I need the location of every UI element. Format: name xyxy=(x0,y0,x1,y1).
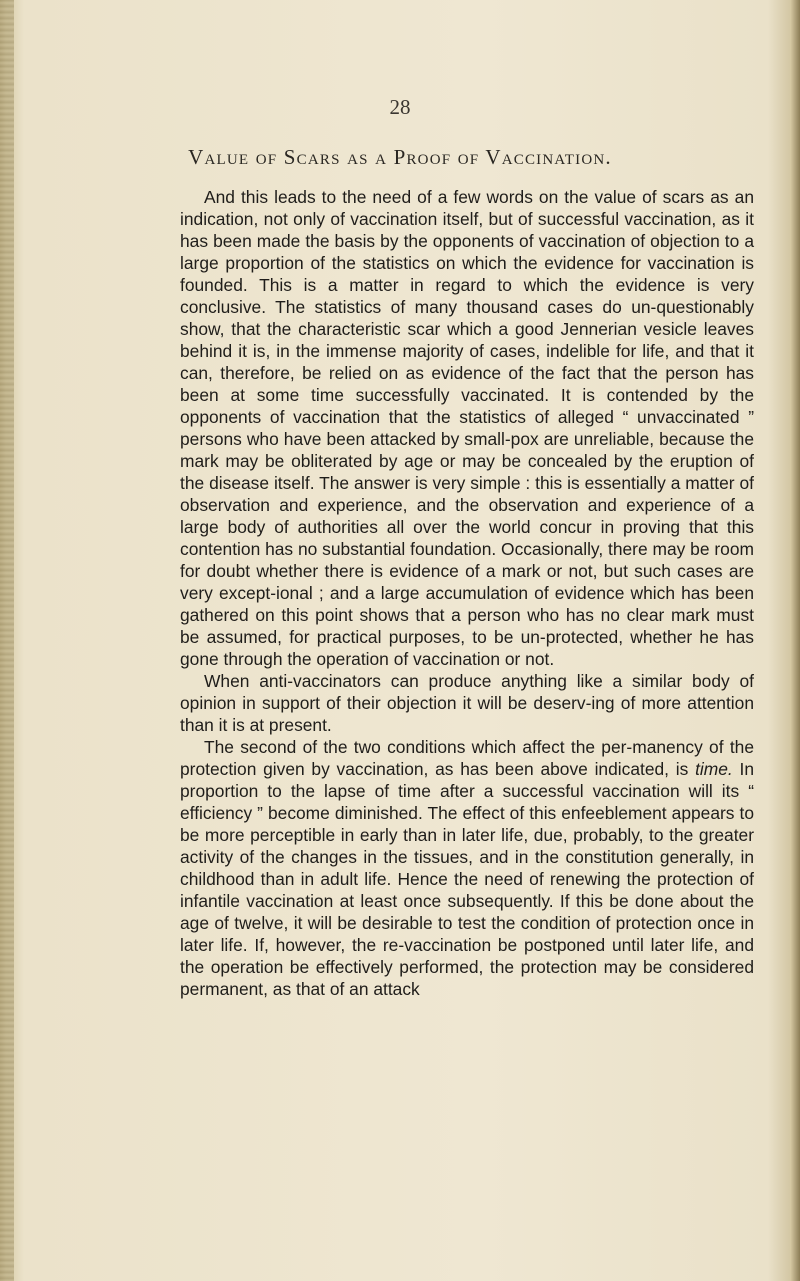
emphasis-time: time. xyxy=(695,759,733,779)
paragraph-time-after: In proportion to the lapse of time after a successful vaccination will its “ efficiency ” become diminished. The effect of this enfeeblement appears to be more perceptible in early than in later life, due, probably, to the greater activity of the changes in the tissues, and in the constitution generally, in childhood than in adult life. Hence the need of renewing the protection of infantile vaccination at least once subsequently. If this be done about the age of twelve, it will be desirable to test the condition of protection once in later life. If, however, the re-vaccination be postponed until later life, and the operation be effectively performed, the protection may be considered permanent, as that of an attack xyxy=(180,759,754,999)
paragraph-time-before: The second of the two conditions which affect the per-manency of the protection given by vaccination, as has been above indicated, is xyxy=(180,737,754,779)
page-spine-shadow xyxy=(0,0,14,1281)
paragraph-time xyxy=(180,736,754,1000)
body-text xyxy=(180,186,754,1000)
section-heading: Value of Scars as a Proof of Vaccination. xyxy=(188,145,612,169)
page-edge-shadow xyxy=(790,0,800,1281)
paragraph-scars: And this leads to the need of a few words on the value of scars as an indication, not only of vaccination itself, but of successful vaccination, as it has been made the basis by the opponents of vaccination of objection to a large proportion of the statistics on which the evidence for vaccination is founded. This is a matter in regard to which the evidence is very conclusive. The statistics of many thousand cases do un-questionably show, that the characteristic scar which a good Jennerian vesicle leaves behind it is, in the immense majority of cases, indelible for life, and that it can, therefore, be relied on as evidence of the fact that the person has been at some time successfully vaccinated. It is contended by the opponents of vaccination that the statistics of alleged “ unvaccinated ” persons who have been attacked by small-pox are unreliable, because the mark may be obliterated by age or may be concealed by the eruption of the disease itself. The answer is very simple : this is essentially a matter of observation and experience, and the observation and experience of a large body of authorities all over the world concur in proving that this contention has no substantial foundation. Occasionally, there may be room for doubt whether there is evidence of a mark or not, but such cases are very except-ional ; and a large accumulation of evidence which has been gathered on this point shows that a person who has no clear mark must be assumed, for practical purposes, to be un-protected, whether he has gone through the operation of vaccination or not. xyxy=(180,187,754,669)
paragraph-anti-vaccinators: When anti-vaccinators can produce anything like a similar body of opinion in support of their objection it will be deserv-ing of more attention than it is at present. xyxy=(180,671,754,735)
page-number: 28 xyxy=(389,95,411,119)
